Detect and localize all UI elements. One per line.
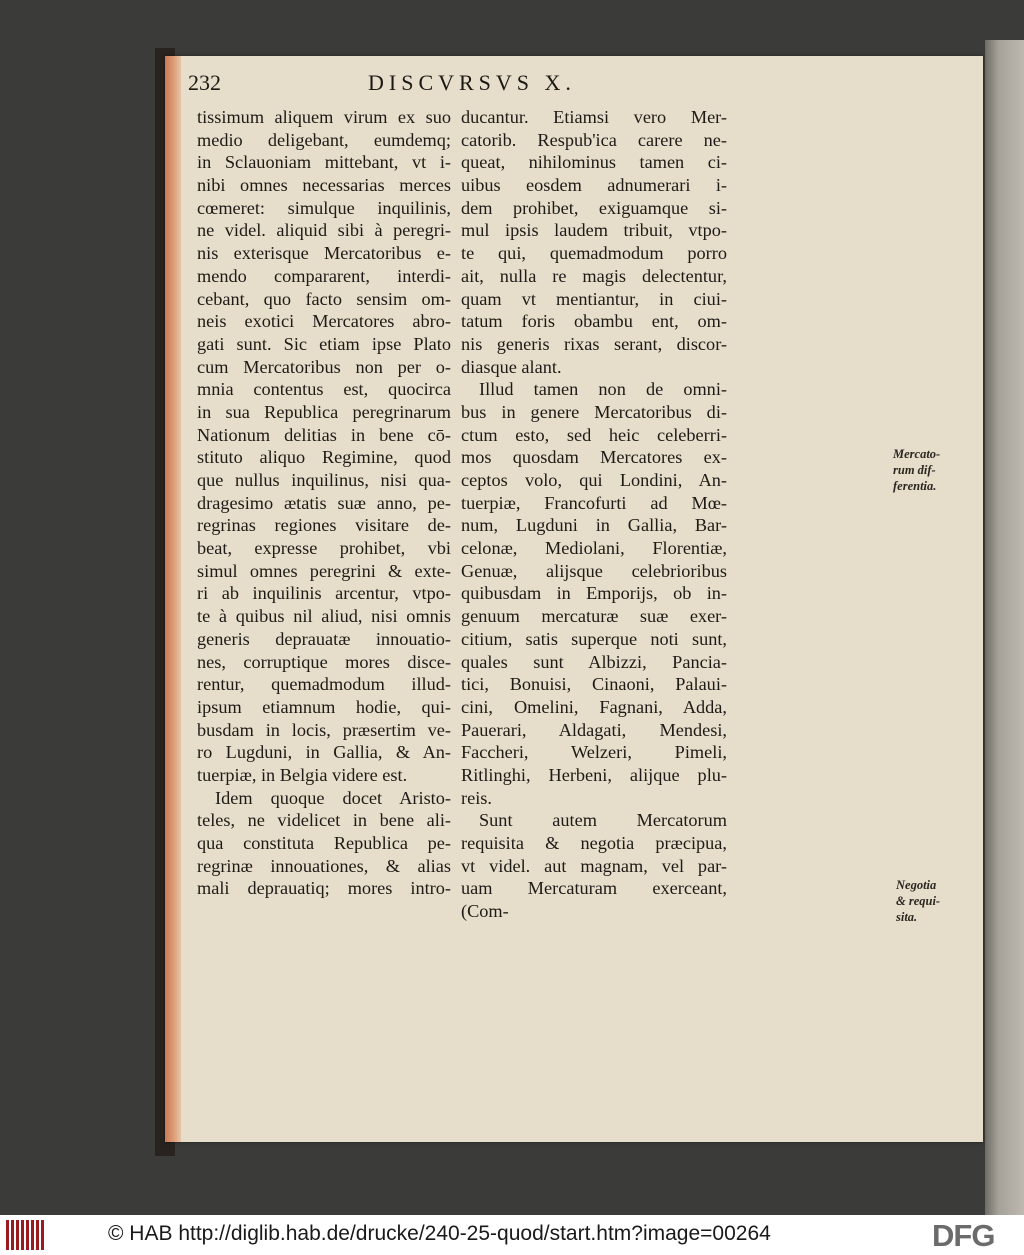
text-line: dem prohibet, exiguamque si- <box>461 197 727 218</box>
text-line: cini, Omelini, Fagnani, Adda, <box>461 696 727 717</box>
text-line: quibusdam in Emporijs, ob in- <box>461 583 727 604</box>
running-head: DISCVRSVS X. <box>368 70 576 95</box>
text-line: regrinæ innouationes, & alias <box>197 855 451 876</box>
text-line: ceptos volo, qui Londini, An- <box>461 470 727 490</box>
text-line: ducantur. Etiamsi vero Mer- <box>461 107 727 127</box>
text-line: Faccheri, Welzeri, Pimeli, <box>461 742 727 763</box>
text-line: genuum mercaturæ suæ exer- <box>461 606 727 627</box>
text-line: dragesimo ætatis suæ anno, pe- <box>197 492 451 513</box>
marginal-note-line: sita. <box>896 910 918 924</box>
text-line: in Sclauoniam mittebant, vt i- <box>197 152 451 173</box>
text-line: requisita & negotia præcipua, <box>461 833 727 853</box>
text-line: te qui, quemadmodum porro <box>461 243 727 264</box>
text-line: in sua Republica peregrinarum <box>197 401 451 422</box>
text-line: busdam in locis, præsertim ve- <box>197 719 451 740</box>
text-line: uibus eosdem adnumerari i- <box>461 175 727 196</box>
marginal-note-line: Mercato- <box>893 447 941 461</box>
dfg-logo: DFG <box>932 1218 995 1253</box>
text-line: nibi omnes necessarias merces <box>197 175 451 196</box>
text-column-right <box>461 106 727 923</box>
marginal-note-line: & requi- <box>896 894 941 908</box>
text-line: mali deprauatiq; mores intro- <box>197 878 451 899</box>
viewer-footer <box>0 1215 1024 1255</box>
text-line: Pauerari, Aldagati, Mendesi, <box>461 719 727 740</box>
text-line: Idem quoque docet Aristo- <box>215 787 451 808</box>
text-column-left <box>197 106 451 900</box>
text-line: mnia contentus est, quocirca <box>197 379 451 400</box>
text-line: catorib. Respub'ica carere ne- <box>461 129 727 150</box>
text-line: Nationum delitias in bene cō- <box>197 424 451 445</box>
hab-barcode-logo-icon <box>6 1220 46 1250</box>
text-line: nis generis rixas serant, discor- <box>461 333 727 354</box>
text-line: num, Lugduni in Gallia, Bar- <box>461 515 727 536</box>
text-line: ctum esto, sed heic celeberri- <box>461 424 727 445</box>
marginal-note-mercatorum-differentia <box>893 446 940 494</box>
text-line: mos quosdam Mercatores ex- <box>461 447 727 468</box>
text-line: regrinas regiones visitare de- <box>197 515 451 536</box>
marginal-note-negotia-requisita <box>896 877 940 925</box>
text-line: beat, expresse prohibet, vbi <box>197 538 451 559</box>
text-line: teles, ne videlicet in bene ali- <box>197 810 451 831</box>
text-line: Genuæ, alijsque celebrioribus <box>461 560 727 581</box>
text-line: te à quibus nil aliud, nisi omnis <box>197 606 451 627</box>
text-line: tuerpiæ, Francofurti ad Mœ- <box>461 492 727 513</box>
text-line: cum Mercatoribus non per o- <box>197 356 451 377</box>
text-line: Sunt autem Mercatorum <box>479 810 727 831</box>
text-line: Ritlinghi, Herbeni, alijque plu- <box>461 764 727 785</box>
text-line: quam vt mentiantur, in ciui- <box>461 288 727 309</box>
text-line: tissimum aliquem virum ex suo <box>197 107 451 127</box>
text-line: ne videl. aliquid sibi à peregri- <box>197 220 451 241</box>
text-line: ri ab inquilinis arcentur, vtpo- <box>197 583 451 604</box>
adjacent-page-edge <box>985 40 1024 1215</box>
text-line: gati sunt. Sic etiam ipse Plato <box>197 333 451 354</box>
source-credit-link[interactable]: © HAB http://diglib.hab.de/drucke/240-25-quod/start.htm?image=00264 <box>108 1222 771 1245</box>
marginal-note-line: rum dif- <box>893 463 936 477</box>
text-line: reis. <box>461 787 492 808</box>
text-line: que nullus inquilinus, nisi qua- <box>197 470 451 490</box>
text-line: mendo compararent, interdi- <box>197 265 451 286</box>
text-line: neis exotici Mercatores abro- <box>197 311 451 332</box>
marginal-note-line: Negotia <box>896 878 937 892</box>
page-gilt-edge <box>165 56 181 1142</box>
text-line: qua constituta Republica pe- <box>197 833 451 853</box>
text-line: ipsum etiamnum hodie, qui- <box>197 696 451 717</box>
text-line: quales sunt Albizzi, Pancia- <box>461 651 727 672</box>
text-line: nes, corruptique mores disce- <box>197 651 451 672</box>
text-line: tatum foris obambu ent, om- <box>461 311 727 332</box>
text-line: simul omnes peregrini & exte- <box>197 560 451 581</box>
text-line: Illud tamen non de omni- <box>479 379 727 400</box>
text-line: citium, satis superque noti sunt, <box>461 628 727 649</box>
text-line: mul ipsis laudem tribuit, vtpo- <box>461 220 727 241</box>
text-line: (Com- <box>461 901 509 922</box>
text-line: medio deligebant, eumdemq; <box>197 129 451 150</box>
text-line: rentur, quemadmodum illud- <box>197 674 451 695</box>
marginal-note-line: ferentia. <box>893 479 937 493</box>
text-line: queat, nihilominus tamen ci- <box>461 152 727 173</box>
text-line: bus in genere Mercatoribus di- <box>461 401 727 422</box>
text-line: celonæ, Mediolani, Florentiæ, <box>461 538 727 559</box>
text-line: ro Lugduni, in Gallia, & An- <box>197 742 451 763</box>
text-line: diasque alant. <box>461 356 562 377</box>
text-line: nis exterisque Mercatoribus e- <box>197 243 451 264</box>
text-line: tuerpiæ, in Belgia videre est. <box>197 764 408 785</box>
text-line: generis deprauatæ innouatio- <box>197 628 451 649</box>
text-line: uam Mercaturam exerceant, <box>461 878 727 899</box>
text-line: stituto aliquo Regimine, quod <box>197 447 451 468</box>
page-number: 232 <box>188 70 221 95</box>
text-line: vt videl. aut magnam, vel par- <box>461 855 727 876</box>
text-line: ait, nulla re magis delectentur, <box>461 265 727 286</box>
text-line: tici, Bonuisi, Cinaoni, Palaui- <box>461 674 727 695</box>
text-line: cebant, quo facto sensim om- <box>197 288 451 309</box>
text-line: cœmeret: simulque inquilinis, <box>197 197 451 218</box>
